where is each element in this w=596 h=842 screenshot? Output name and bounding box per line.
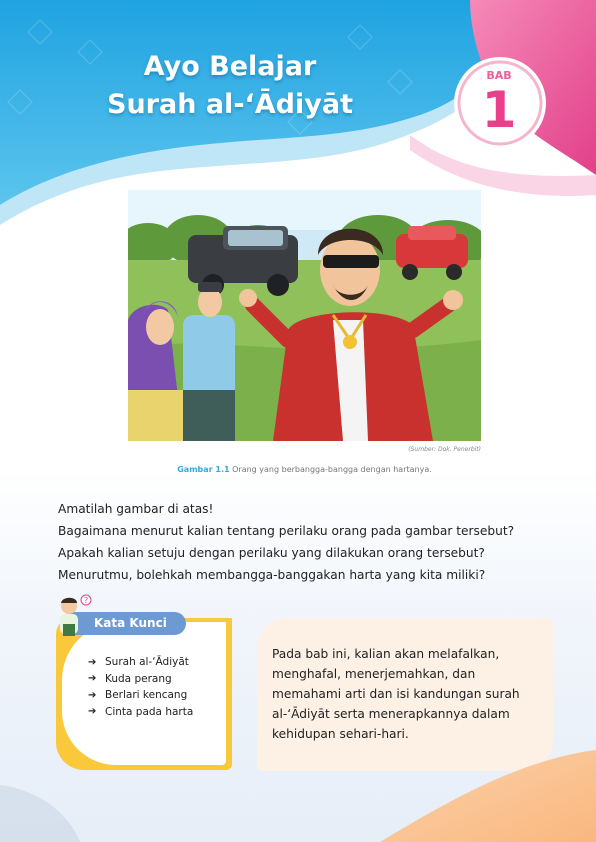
list-item bbox=[88, 704, 193, 721]
chapter-title-line2: Surah al-‘Ādiyāt bbox=[107, 89, 353, 120]
kata-kunci-list bbox=[88, 654, 193, 720]
arrow-right-icon: ➔ bbox=[88, 673, 97, 685]
figure-source: (Sumber: Dok. Penerbit) bbox=[408, 446, 481, 453]
question-line: Apakah kalian setuju dengan perilaku yang dilakukan orang tersebut? bbox=[58, 546, 485, 560]
svg-text:?: ? bbox=[83, 596, 89, 605]
arrow-right-icon: ➔ bbox=[88, 656, 97, 668]
chapter-illustration bbox=[128, 190, 481, 441]
chapter-title-line1: Ayo Belajar bbox=[143, 51, 317, 82]
keyword-label: Surah al-‘Ādiyāt bbox=[105, 656, 189, 669]
reflection-questions bbox=[58, 498, 538, 586]
bottom-wave-decoration bbox=[0, 730, 596, 842]
student-mascot-icon bbox=[52, 594, 92, 638]
keyword-label: Cinta pada harta bbox=[105, 705, 194, 718]
arrow-right-icon: ➔ bbox=[88, 689, 97, 701]
list-item bbox=[88, 671, 193, 688]
chapter-badge-number: 1 bbox=[481, 81, 517, 139]
keyword-label: Kuda perang bbox=[105, 672, 172, 685]
question-line: Bagaimana menurut kalian tentang perilaku orang pada gambar tersebut? bbox=[58, 524, 515, 538]
figure-label: Gambar 1.1 bbox=[177, 465, 230, 474]
arrow-right-icon: ➔ bbox=[88, 706, 97, 718]
list-item bbox=[88, 687, 193, 704]
list-item bbox=[88, 654, 193, 671]
chapter-summary-text: Pada bab ini, kalian akan melafalkan, menghafal, menerjemahkan, dan memahami arti dan isi kandungan surah al-‘Ādiyāt serta menerapkannya dalam kehidupan sehari-hari. bbox=[272, 647, 520, 741]
chapter-title bbox=[60, 48, 400, 124]
chapter-badge-label: BAB bbox=[486, 69, 512, 82]
keyword-label: Berlari kencang bbox=[105, 689, 188, 702]
figure-caption-text: Orang yang berbangga-bangga dengan hartanya. bbox=[229, 465, 432, 474]
figure-caption bbox=[128, 465, 481, 474]
kata-kunci-title: Kata Kunci bbox=[94, 616, 167, 630]
question-line: Amatilah gambar di atas! bbox=[58, 502, 214, 516]
question-line: Menurutmu, bolehkah membangga-banggakan harta yang kita miliki? bbox=[58, 568, 486, 582]
